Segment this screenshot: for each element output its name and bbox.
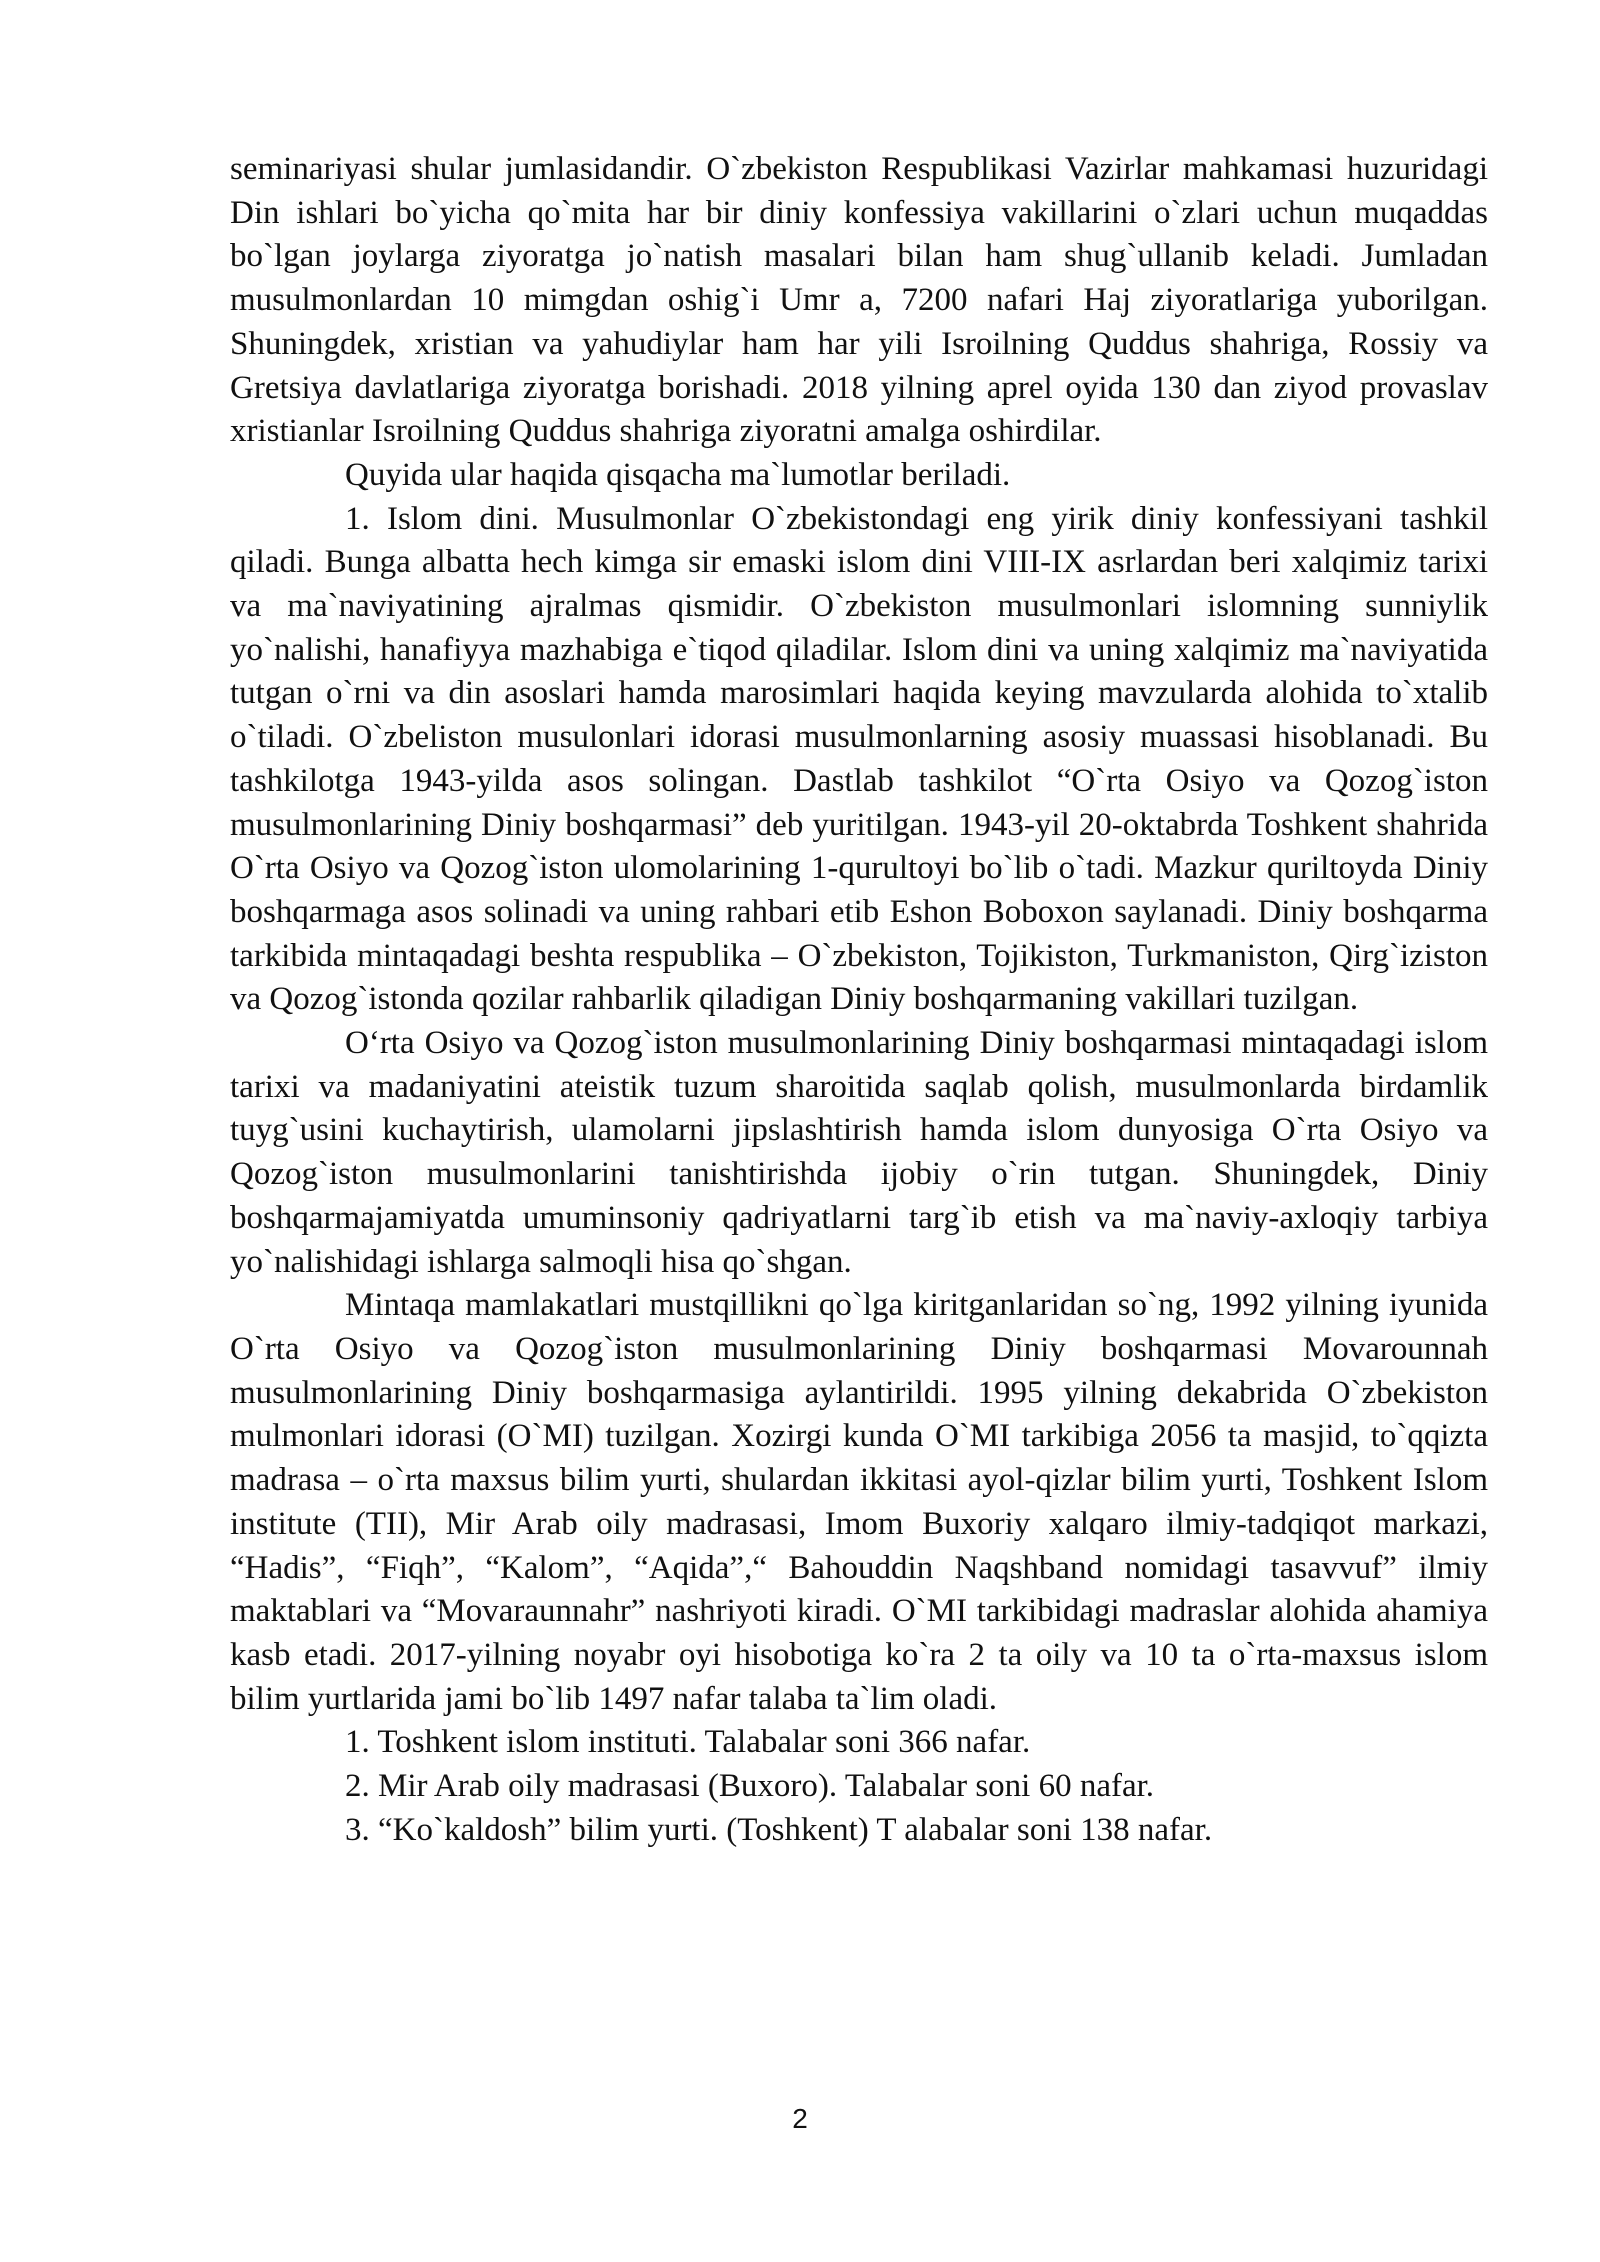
list-item: 3. “Ko`kaldosh” bilim yurti. (Toshkent) T alabalar soni 138 nafar.	[345, 1811, 1213, 1848]
document-body	[230, 148, 1488, 1852]
list-item: 2. Mir Arab oily madrasasi (Buxoro). Talabalar soni 60 nafar.	[345, 1768, 1155, 1805]
paragraph-islom-dini: 1. Islom dini. Musulmonlar O`zbekistondagi eng yirik diniy konfessiyani tashkil qiladi. Bunga albatta hech kimga sir emaski islom dini VIII-IX asrlardan beri xalqimiz tarixi va ma`naviyatining ajralmas qismidir. O`zbekiston musulmonlari islomning sunniylik yo`nalishi, hanafiyya mazhabiga e`tiqod qiladilar. Islom dini va uning xalqimiz ma`naviyatida tutgan o`rni va din asoslari hamda marosimlari haqida keying mavzularda alohida to`xtalib o`tiladi. O`zbeliston musulonlari idorasi musulmonlarning asosiy muassasi hisoblanadi. Bu tashkilotga 1943-yilda asos solingan. Dastlab tashkilot “O`rta Osiyo va Qozog`iston musulmonlarining Diniy boshqarmasi” deb yuritilgan. 1943-yil 20-oktabrda Toshkent shahrida O`rta Osiyo va Qozog`iston ulomolarining 1-qurultoyi bo`lib o`tadi. Mazkur quriltoyda Diniy boshqarmaga asos solinadi va uning rahbari etib Eshon Boboxon saylanadi. Diniy boshqarma tarkibida mintaqadagi beshta respublika – O`zbekiston, Tojikiston, Turkmaniston, Qirg`iziston va Qozog`istonda qozilar rahbarlik qiladigan Diniy boshqarmaning vakillari tuzilgan.	[230, 500, 1488, 1018]
list-item: 1. Toshkent islom instituti. Talabalar soni 366 nafar.	[345, 1724, 1031, 1761]
paragraph-intro: Quyida ular haqida qisqacha ma`lumotlar beriladi.	[345, 456, 1011, 493]
paragraph-continuation: seminariyasi shular jumlasidandir. O`zbekiston Respublikasi Vazirlar mahkamasi huzuridagi Din ishlari bo`yicha qo`mita har bir diniy konfessiya vakillarini o`zlari uchun muqaddas bo`lgan joylarga ziyoratga jo`natish masalari bilan ham shug`ullanib keladi. Jumladan musulmonlardan 10 mimgdan oshig`i Umr a, 7200 nafari Haj ziyoratlariga yuborilgan. Shuningdek, xristian va yahudiylar ham har yili Isroilning Quddus shahriga, Rossiy va Gretsiya davlatlariga ziyoratga borishadi. 2018 yilning aprel oyida 130 dan ziyod provaslav xristianlar Isroilning Quddus shahriga ziyoratni amalga oshirdilar.	[230, 151, 1488, 450]
paragraph-diniy-boshqarma: O‘rta Osiyo va Qozog`iston musulmonlarining Diniy boshqarmasi mintaqadagi islom tarixi va madaniyatini ateistik tuzum sharoitida saqlab qolish, musulmonlarda birdamlik tuyg`usini kuchaytirish, ulamolarni jipslashtirish hamda islom dunyosiga O`rta Osiyo va Qozog`iston musulmonlarini tanishtirishda ijobiy o`rin tutgan. Shuningdek, Diniy boshqarmajamiyatda umuminsoniy qadriyatlarni targ`ib etish va ma`naviy-axloqiy tarbiya yo`nalishidagi ishlarga salmoqli hisa qo`shgan.	[230, 1025, 1488, 1280]
page-number: 2	[792, 2103, 808, 2134]
paragraph-omi: Mintaqa mamlakatlari mustqillikni qo`lga kiritganlaridan so`ng, 1992 yilning iyunida O`rta Osiyo va Qozog`iston musulmonlarining Diniy boshqarmasi Movarounnah musulmonlarining Diniy boshqarmasiga aylantirildi. 1995 yilning dekabrida O`zbekiston mulmonlari idorasi (O`MI) tuzilgan. Xozirgi kunda O`MI tarkibiga 2056 ta masjid, to`qqizta madrasa – o`rta maxsus bilim yurti, shulardan ikkitasi ayol-qizlar bilim yurti, Toshkent Islom institute (TII), Mir Arab oily madrasasi, Imom Buxoriy xalqaro ilmiy-tadqiqot markazi, “Hadis”, “Fiqh”, “Kalom”, “Aqida”,“ Bahouddin Naqshband nomidagi tasavvuf” ilmiy maktablari va “Movaraunnahr” nashriyoti kiradi. O`MI tarkibidagi madraslar alohida ahamiya kasb etadi. 2017-yilning noyabr oyi hisobotiga ko`ra 2 ta oily va 10 ta o`rta-maxsus islom bilim yurtlarida jami bo`lib 1497 nafar talaba ta`lim oladi.	[230, 1287, 1488, 1717]
